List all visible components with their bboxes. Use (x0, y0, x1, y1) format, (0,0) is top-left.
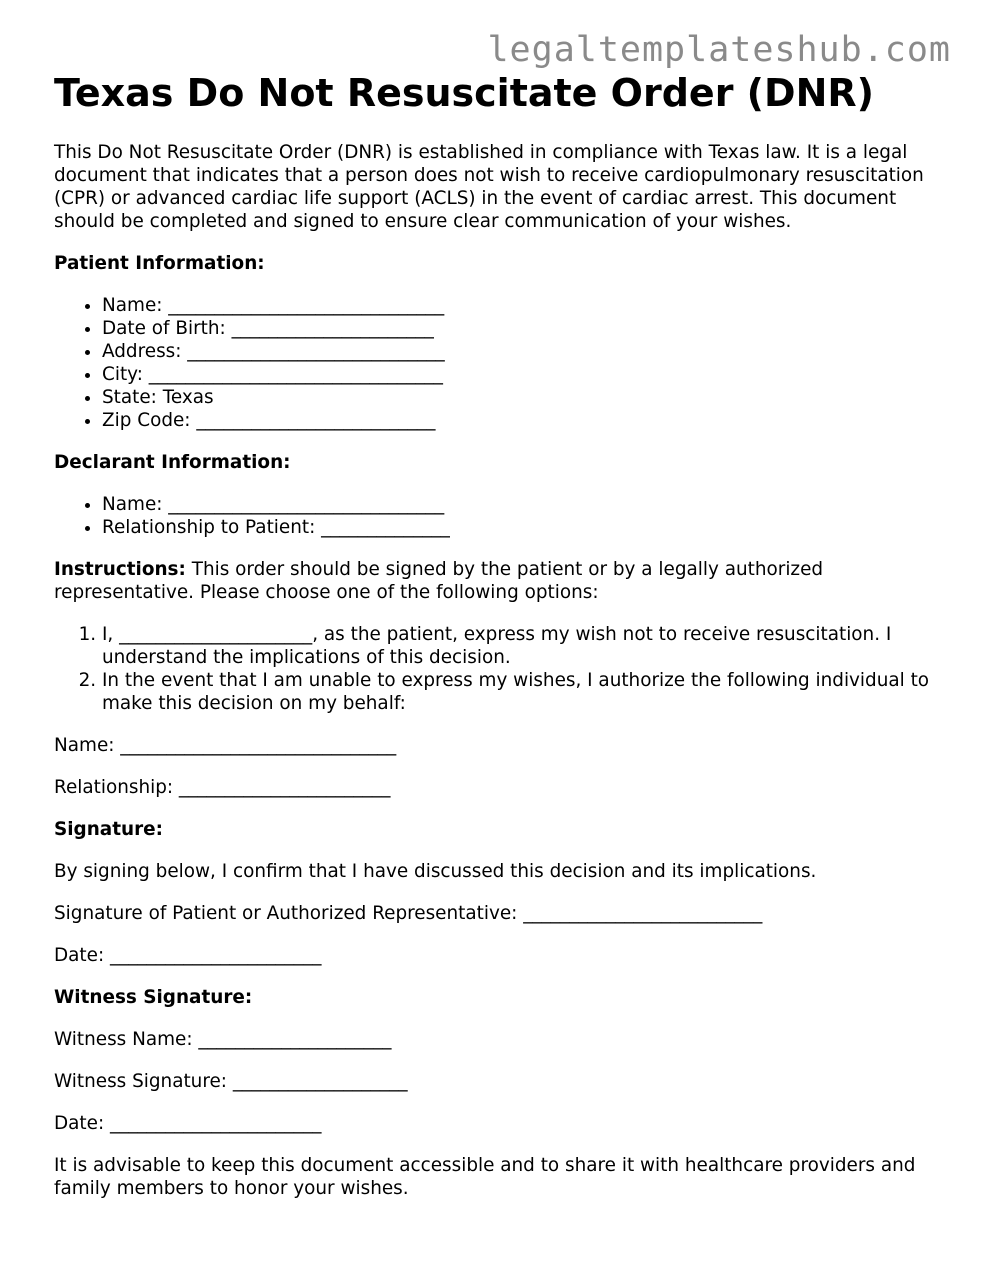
patient-state-field: • State: Texas (102, 386, 934, 409)
declarant-info-heading: Declarant Information: (54, 452, 291, 473)
instructions-label: Instructions: (54, 559, 186, 580)
signature-confirmation-text: By signing below, I confirm that I have discussed this decision and its implications. (54, 861, 817, 882)
patient-zip-field[interactable]: • Zip Code: __________________________ (102, 409, 934, 432)
witness-date-field[interactable]: Date: _______________________ (54, 1113, 322, 1134)
signature-date-field[interactable]: Date: _______________________ (54, 945, 322, 966)
declarant-relationship-field[interactable]: • Relationship to Patient: ______________ (102, 516, 934, 539)
patient-info-heading: Patient Information: (54, 253, 265, 274)
signature-heading: Signature: (54, 819, 163, 840)
intro-paragraph: This Do Not Resuscitate Order (DNR) is established in compliance with Texas law. It is a legal document that indicates that a person does not wish to receive cardiopulmonary resuscitation (CPR) or advanced cardiac life support (ACLS) in the event of cardiac arrest. This document should be completed and signed to ensure clear communication of your wishes. (54, 142, 924, 232)
witness-name-field[interactable]: Witness Name: _____________________ (54, 1029, 392, 1050)
option-authorized-individual[interactable]: 2. In the event that I am unable to express my wishes, I authorize the following individual to make this decision on my behalf: (102, 669, 934, 715)
representative-name-field[interactable]: Name: ______________________________ (54, 735, 397, 756)
patient-name-field[interactable]: • Name: ______________________________ (102, 294, 934, 317)
instructions-text: This order should be signed by the patient or by a legally authorized representative. Please choose one of the following options: (54, 559, 824, 603)
closing-paragraph: It is advisable to keep this document accessible and to share it with healthcare providers and family members to honor your wishes. (54, 1155, 916, 1199)
patient-dob-field[interactable]: • Date of Birth: ______________________ (102, 317, 934, 340)
patient-info-list (54, 294, 934, 432)
option-patient-declaration[interactable]: 1. I, _____________________, as the patient, express my wish not to receive resuscitation. I understand the implications of this decision. (102, 623, 934, 669)
instructions-paragraph (54, 558, 934, 604)
patient-signature-field[interactable]: Signature of Patient or Authorized Representative: __________________________ (54, 903, 763, 924)
declarant-info-list (54, 493, 934, 539)
patient-address-field[interactable]: • Address: ____________________________ (102, 340, 934, 363)
witness-signature-heading: Witness Signature: (54, 987, 253, 1008)
patient-city-field[interactable]: • City: ________________________________ (102, 363, 934, 386)
representative-relationship-field[interactable]: Relationship: _______________________ (54, 777, 391, 798)
watermark: legaltemplateshub.com (487, 30, 951, 70)
page-title: Texas Do Not Resuscitate Order (DNR) (54, 71, 875, 115)
instructions-options-list (54, 623, 934, 715)
declarant-name-field[interactable]: • Name: ______________________________ (102, 493, 934, 516)
witness-signature-field[interactable]: Witness Signature: ___________________ (54, 1071, 408, 1092)
document-body (54, 70, 934, 1200)
